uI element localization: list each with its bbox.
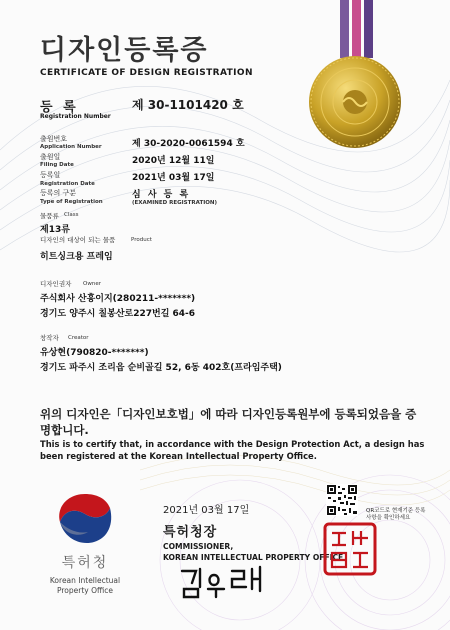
class-label-ko: 물품류 (40, 212, 59, 220)
ribbon-left (340, 0, 349, 58)
official-stamp-icon (322, 521, 378, 577)
filing-label-en: Filing Date (40, 162, 74, 168)
registration-date: 2021년 03월 17일 (132, 173, 215, 183)
product-label-ko: 디자인의 대상이 되는 물품 (40, 236, 116, 244)
kipo-name-korean: 특허청 (61, 555, 109, 571)
kipo-name-english: Korean Intellectual Property Office (49, 576, 121, 595)
type-label-ko: 등록의 구분 (40, 189, 77, 197)
ribbon-right (364, 0, 373, 58)
registration-number: 제 30-1101420 호 (132, 98, 244, 112)
title-english: CERTIFICATE OF DESIGN REGISTRATION (40, 68, 253, 78)
signature-icon (178, 565, 278, 601)
kipo-logo-icon (52, 490, 118, 548)
registration-type: 심 사 등 록 (132, 190, 191, 200)
creator-label-ko: 창작자 (40, 334, 59, 342)
class-label-en: Class (64, 212, 79, 218)
product-label-en: Product (131, 237, 152, 243)
statement-english: This is to certify that, in accordance with the Design Protection Act, a design has been registered at the Korean Intellectual Property Office. (40, 439, 425, 461)
owner-name: 주식회사 산흥이지(280211-*******) (40, 294, 196, 304)
class-value: 제13류 (40, 225, 70, 235)
regdate-label-en: Registration Date (40, 181, 95, 187)
issue-date: 2021년 03월 17일 (163, 505, 250, 516)
commissioner-english-1: COMMISSIONER, (163, 542, 234, 551)
creator-address: 경기도 파주시 조리읍 순비골길 52, 6동 402호(프라임주택) (40, 363, 282, 373)
application-label-ko: 출원번호 (40, 135, 68, 143)
registration-type-en: (EXAMINED REGISTRATION) (132, 200, 218, 206)
regdate-label-ko: 등록일 (40, 171, 61, 179)
creator-label-en: Creator (68, 335, 89, 341)
application-label-en: Application Number (40, 144, 102, 150)
owner-label-ko: 디자인권자 (40, 280, 72, 288)
filing-label-ko: 출원일 (40, 153, 61, 161)
registration-label-ko: 등 록 (40, 100, 79, 115)
creator-name: 유상현(790820-*******) (40, 348, 149, 358)
statement-korean: 위의 디자인은「디자인보호법」에 따라 디자인등록원부에 등록되었음을 증명합니다. (40, 407, 417, 437)
ribbon-middle (352, 0, 361, 58)
owner-address: 경기도 양주시 칠봉산로227번길 64-6 (40, 309, 196, 319)
qr-code-icon[interactable] (326, 484, 358, 516)
qr-note: QR코드로 현재기준 등록사항을 확인하세요 (366, 508, 426, 521)
filing-date: 2020년 12월 11일 (132, 156, 215, 166)
owner-label-en: Owner (83, 281, 101, 287)
commissioner-korean: 특허청장 (163, 525, 218, 540)
product-value: 히트싱크용 프레임 (40, 252, 113, 262)
gold-seal-icon (305, 52, 405, 152)
application-number: 제 30-2020-0061594 호 (132, 139, 245, 149)
title-korean: 디자인등록증 (40, 35, 209, 66)
registration-label-en: Registration Number (40, 113, 111, 120)
type-label-en: Type of Registration (40, 199, 103, 205)
commissioner-english-2: KOREAN INTELLECTUAL PROPERTY OFFICE (163, 553, 344, 562)
